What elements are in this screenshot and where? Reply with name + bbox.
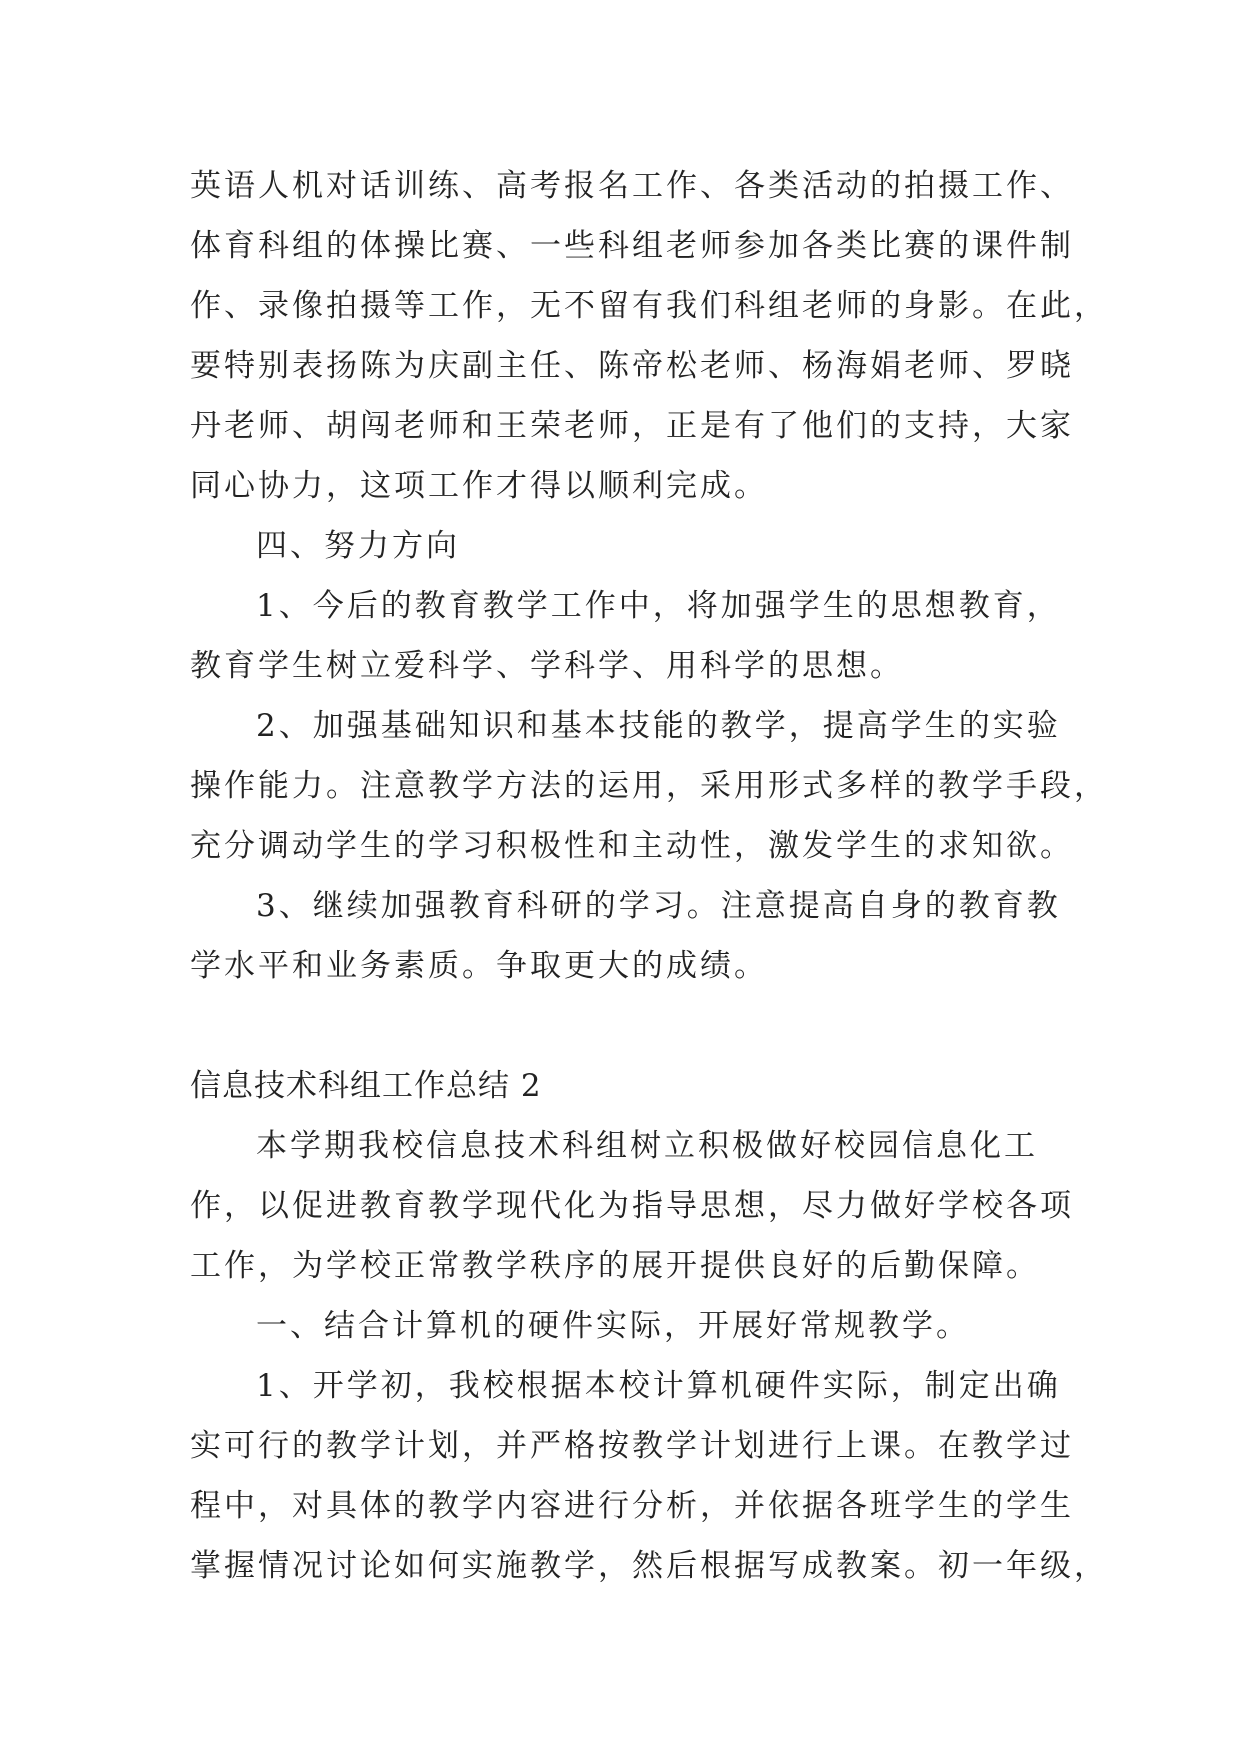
text-line: 掌握情况讨论如何实施教学，然后根据写成教案。初一年级， [190,1548,1108,1584]
text-line: 1、开学初，我校根据本校计算机硬件实际，制定出确 [256,1368,1061,1404]
text-line: 丹老师、胡闯老师和王荣老师，正是有了他们的支持，大家 [190,408,1074,444]
document-body [190,156,1108,1596]
text-line: 1、今后的教育教学工作中，将加强学生的思想教育， [256,588,1061,624]
text-line: 充分调动学生的学习积极性和主动性，激发学生的求知欲。 [190,828,1074,864]
text-line: 实可行的教学计划，并严格按教学计划进行上课。在教学过 [190,1428,1074,1464]
paragraph-gap [190,996,1060,1056]
text-line: 作，以促进教育教学现代化为指导思想，尽力做好学校各项 [190,1188,1074,1224]
text-line: 英语人机对话训练、高考报名工作、各类活动的拍摄工作、 [190,168,1074,204]
text-line: 体育科组的体操比赛、一些科组老师参加各类比赛的课件制 [190,228,1074,264]
text-line: 2、加强基础知识和基本技能的教学，提高学生的实验 [256,708,1061,744]
text-line: 学水平和业务素质。争取更大的成绩。 [190,948,768,984]
text-line: 要特别表扬陈为庆副主任、陈帝松老师、杨海娟老师、罗晓 [190,348,1074,384]
document-title-2: 信息技术科组工作总结 2 [190,1068,542,1104]
text-line: 教育学生树立爱科学、学科学、用科学的思想。 [190,648,904,684]
text-line: 同心协力，这项工作才得以顺利完成。 [190,468,768,504]
text-line: 程中，对具体的教学内容进行分析，并依据各班学生的学生 [190,1488,1074,1524]
text-line: 工作，为学校正常教学秩序的展开提供良好的后勤保障。 [190,1248,1040,1284]
section-heading-1: 一、结合计算机的硬件实际，开展好常规教学。 [256,1308,970,1344]
section-heading-4: 四、努力方向 [256,528,460,564]
text-line: 操作能力。注意教学方法的运用，采用形式多样的教学手段， [190,768,1108,804]
text-line: 作、录像拍摄等工作，无不留有我们科组老师的身影。在此， [190,288,1108,324]
text-line: 3、继续加强教育科研的学习。注意提高自身的教育教 [256,888,1061,924]
text-line: 本学期我校信息技术科组树立积极做好校园信息化工 [256,1128,1038,1164]
